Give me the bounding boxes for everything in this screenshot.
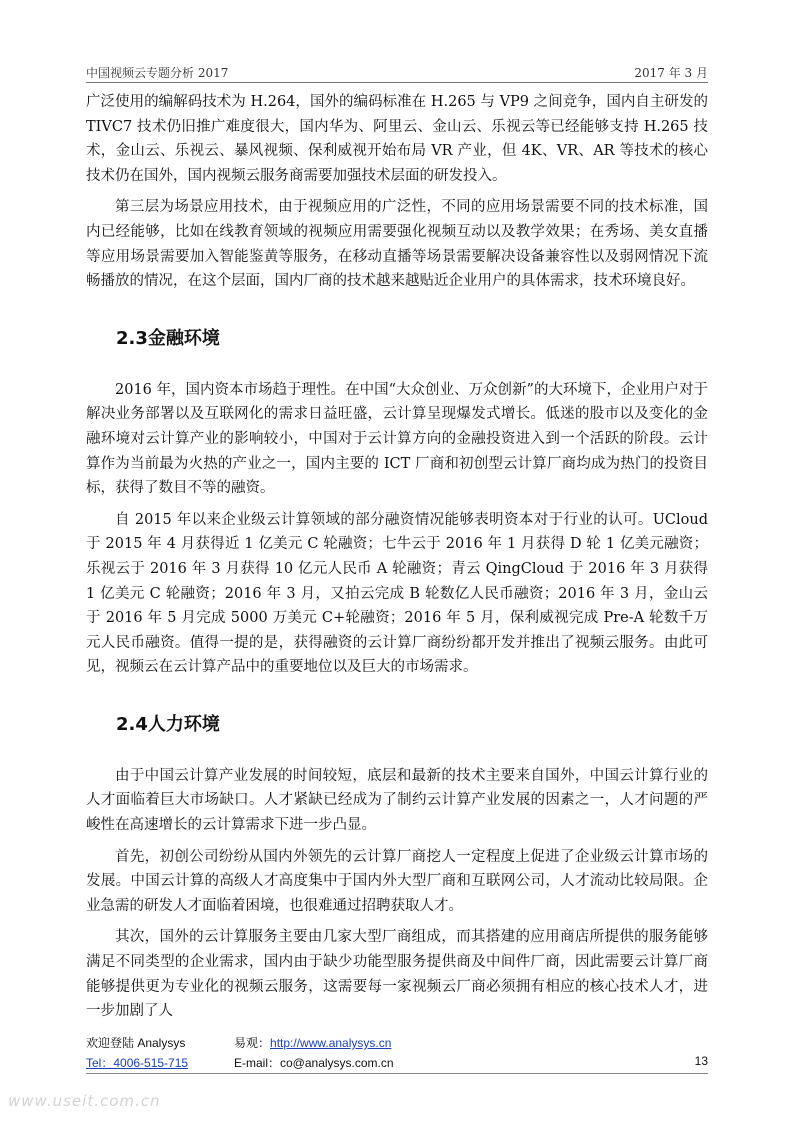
paragraph-finance-overview: 2016 年，国内资本市场趋于理性。在中国“大众创业、万众创新”的大环境下，企业用户对于解决业务部署以及互联网化的需求日益旺盛，云计算呈现爆发式增长。低迷的股市以及变化的金融环境对云计算产业的影响较小，中国对于云计算方向的金融投资进入到一个活跃的阶段。云计算作为当前最为火热的产业之一，国内主要的 ICT 厂商和初创型云计算厂商均成为热门的投资目标，获得了数目不等的融资。 <box>86 381 708 497</box>
page-footer <box>86 1032 708 1076</box>
paragraph-tech-continued: 广泛使用的编解码技术为 H.264，国外的编码标准在 H.265 与 VP9 之间竞争，国内自主研发的 TIVC7 技术仍旧推广难度很大，国内华为、阿里云、金山云、乐视云等已经能够支持 H.265 技术，金山云、乐视云、暴风视频、保利威视开始布局 VR 产业，但 4K、VR、AR 等技术的核心技术仍在国外，国内视频云服务商需要加强技术层面的研发投入。 <box>86 94 708 184</box>
paragraph-scenario-tech: 第三层为场景应用技术，由于视频应用的广泛性，不同的应用场景需要不同的技术标准，国内已经能够，比如在线教育领域的视频应用需要强化视频互动以及教学效果；在秀场、美女直播等应用场景需要加入智能鉴黄等服务，在移动直播等场景需要解决设备兼容性以及弱网情况下流畅播放的情况，在这个层面，国内厂商的技术越来越贴近企业用户的具体需求，技术环境良好。 <box>86 199 708 290</box>
paragraph-talent-gap: 由于中国云计算产业发展的时间较短，底层和最新的技术主要来自国外，中国云计算行业的人才面临着巨大市场缺口。人才紧缺已经成为了制约云计算产业发展的因素之一，人才问题的严峻性在高速增长的云计算需求下进一步凸显。 <box>86 767 708 834</box>
paragraph-funding-cases: 自 2015 年以来企业级云计算领域的部分融资情况能够表明资本对于行业的认可。UCloud 于 2015 年 4 月获得近 1 亿美元 C 轮融资；七牛云于 2016 年 1 月获得 D 轮 1 亿美元融资；乐视云于 2016 年 3 月获得 10 亿元人民币 A 轮融资；青云 QingCloud 于 2016 年 3 月获得 1 亿美元 C 轮融资；2016 年 3 月，又拍云完成 B 轮数亿人民币融资；2016 年 3 月，金山云于 2016 年 5 月完成 5000 万美元 C+轮融资；2016 年 5 月，保利威视完成 Pre-A 轮数千万元人民币融资。值得一提的是，获得融资的云计算厂商纷纷都开发并推出了视频云服务。由此可见，视频云在云计算产品中的重要地位以及巨大的市场需求。 <box>86 511 708 676</box>
section-heading-talent: 2.4人力环境 <box>116 713 220 735</box>
footer-site-label: 易观： <box>234 1036 271 1050</box>
page-header <box>86 62 708 83</box>
page-number: 13 <box>694 1054 708 1068</box>
paragraph-talent-first: 首先，初创公司纷纷从国内外领先的云计算厂商挖人一定程度上促进了企业级云计算市场的发展。中国云计算的高级人才高度集中于国内外大型厂商和互联网公司，人才流动比较局限。企业急需的研发人才面临着困境，也很难通过招聘获取人才。 <box>86 848 708 914</box>
paragraph-talent-second: 其次，国外的云计算服务主要由几家大型厂商组成，而其搭建的应用商店所提供的服务能够满足不同类型的企业需求，国内由于缺少功能型服务提供商及中间件厂商，因此需要云计算厂商能够提供更为专业化的视频云服务，这需要每一家视频云厂商必须拥有相应的核心技术人才，进一步加剧了人 <box>86 929 708 1020</box>
page-body <box>86 90 708 1031</box>
footer-site <box>234 1034 391 1051</box>
footer-rule <box>86 1073 708 1074</box>
footer-welcome: 欢迎登陆 Analysys <box>86 1036 186 1050</box>
watermark-text: www.useit.com.cn <box>8 1092 161 1110</box>
footer-email[interactable]: E-mail：co@analysys.com.cn <box>234 1056 394 1070</box>
footer-site-link[interactable]: http://www.analysys.cn <box>270 1036 392 1050</box>
section-heading-finance: 2.3金融环境 <box>116 327 220 349</box>
header-date: 2017 年 3 月 <box>634 66 708 80</box>
header-title: 中国视频云专题分析 2017 <box>86 66 229 80</box>
footer-tel[interactable]: Tel：4006-515-715 <box>86 1056 189 1070</box>
